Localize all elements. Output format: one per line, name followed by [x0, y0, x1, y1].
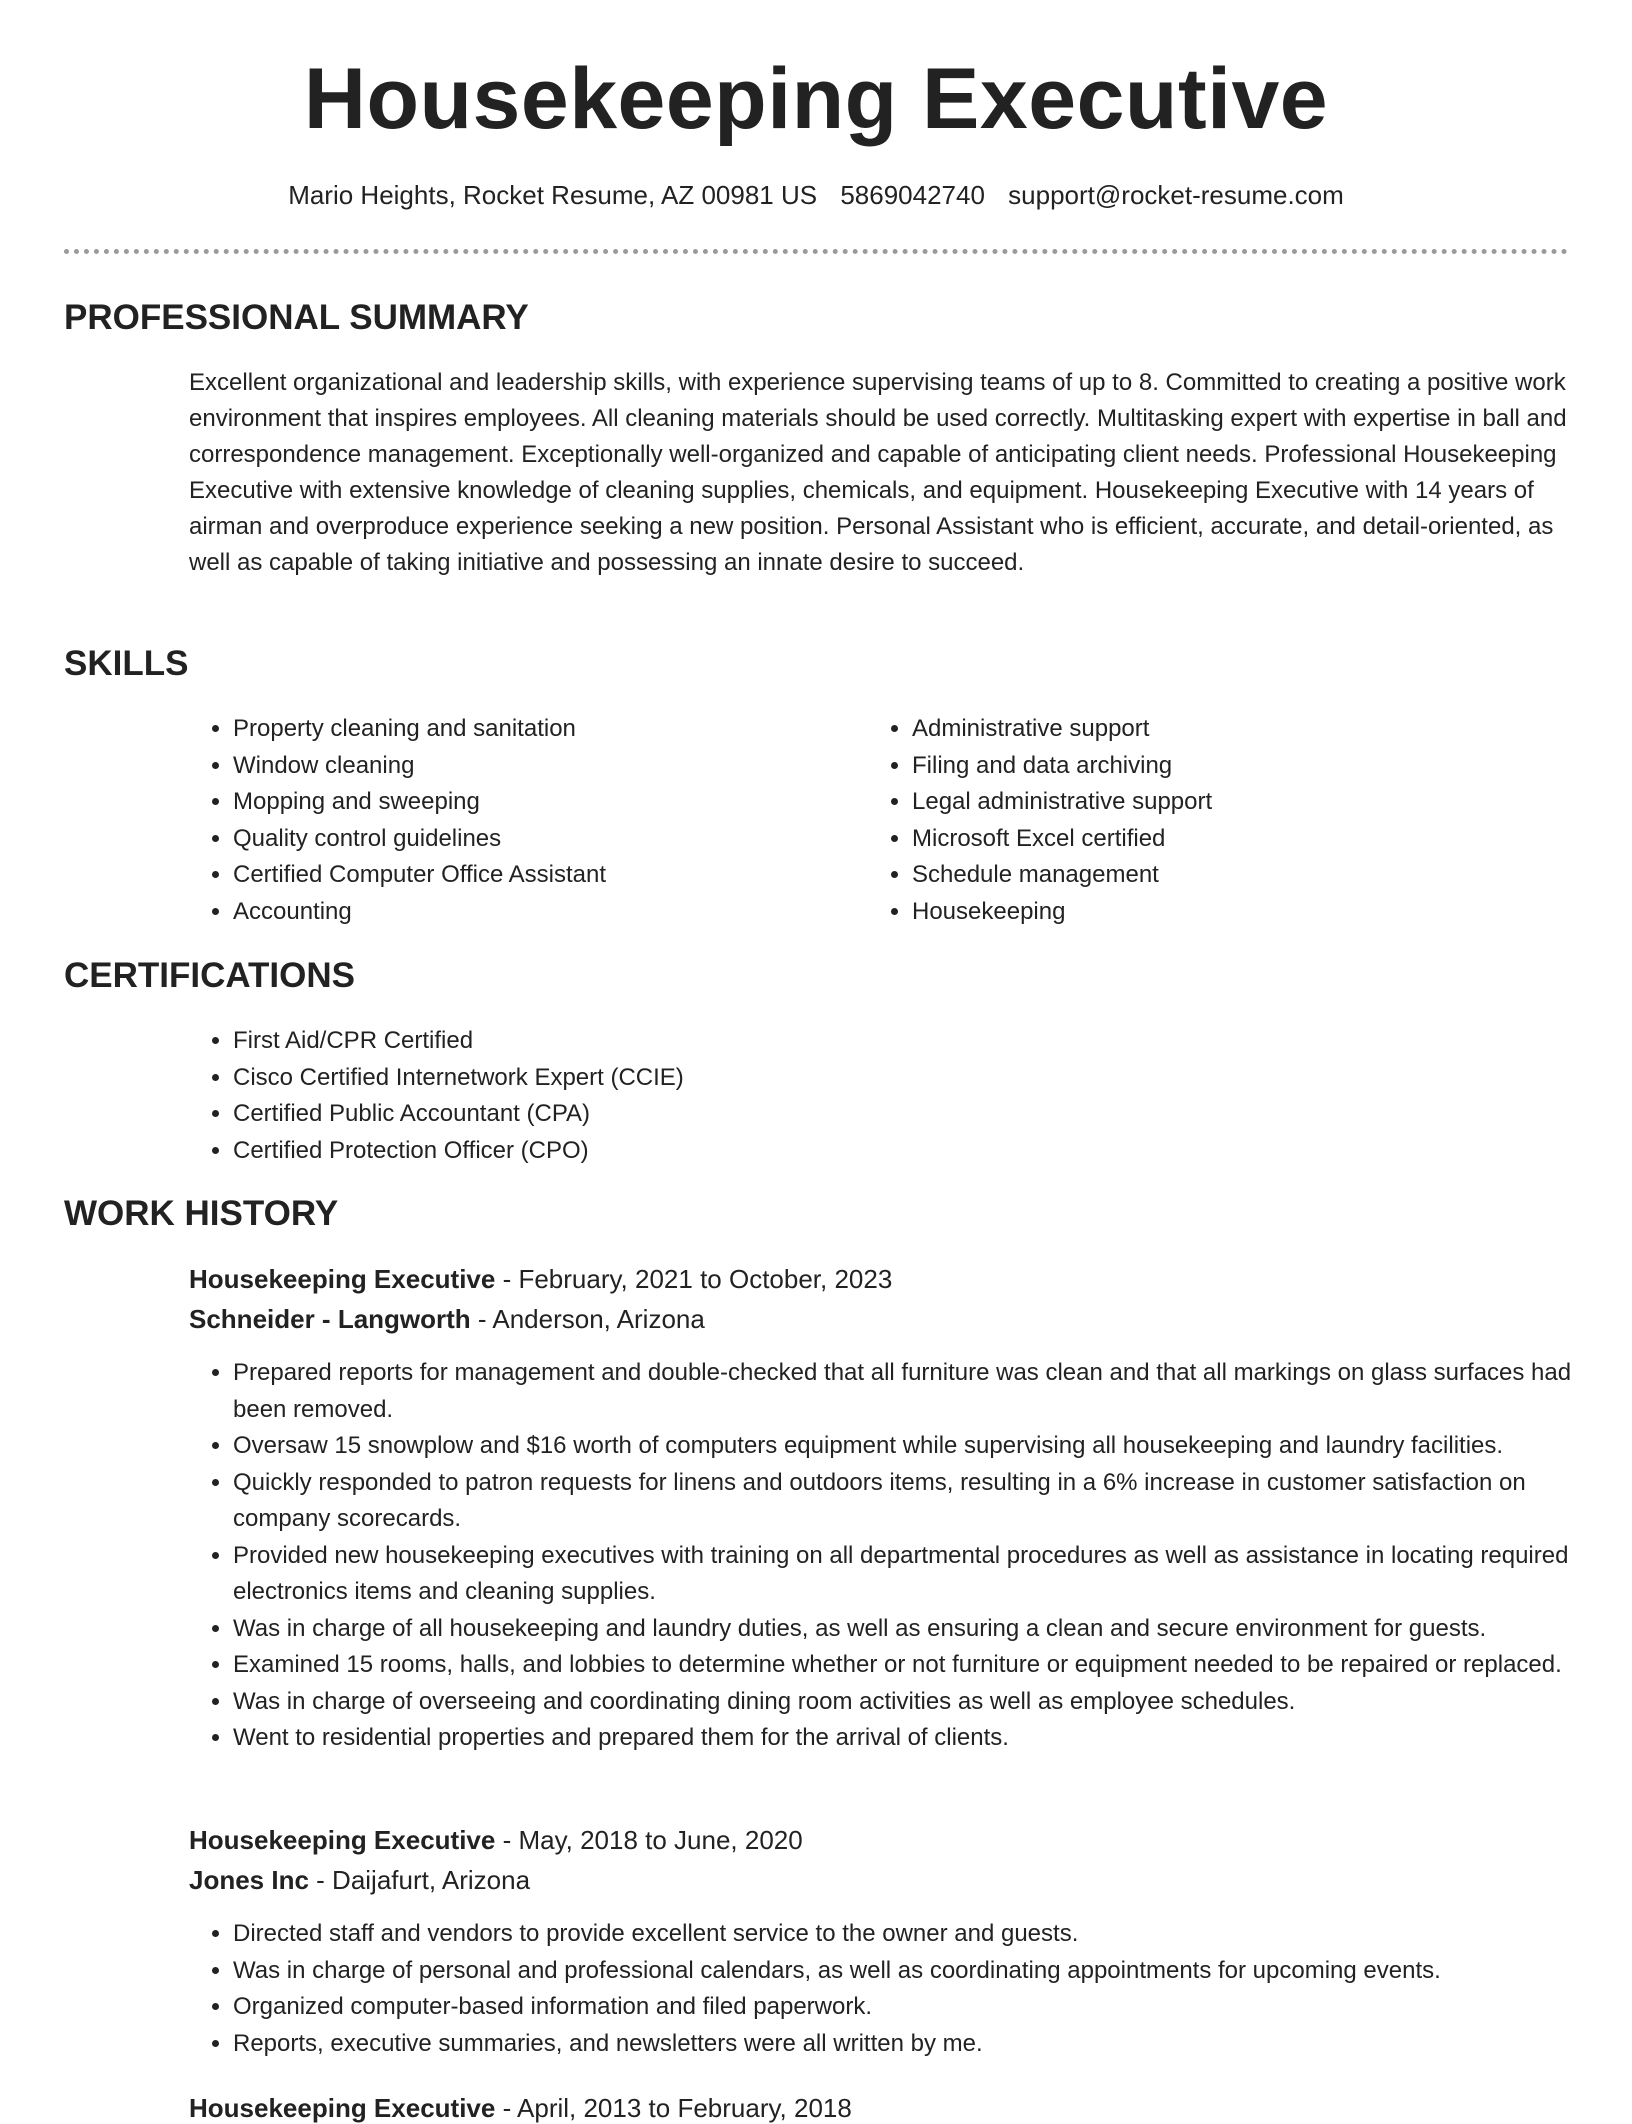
skill-item: • Administrative support [912, 711, 1592, 748]
job-duty: • Was in charge of all housekeeping and laundry duties, as well as ensuring a clean and secure environment for guests. [233, 1611, 1613, 1648]
skill-item: • Property cleaning and sanitation [233, 711, 863, 748]
job-duty: • Prepared reports for management and double-checked that all furniture was clean and that all markings on glass surfaces had been removed. [233, 1355, 1613, 1428]
job-duty: • Went to residential properties and prepared them for the arrival of clients. [233, 1720, 1613, 1757]
job-duty: • Reports, executive summaries, and newsletters were all written by me. [233, 2026, 1613, 2063]
skill-item: • Certified Computer Office Assistant [233, 857, 863, 894]
job-company: Schneider - Langworth [189, 1304, 471, 1334]
job-duty: • Was in charge of personal and professional calendars, as well as coordinating appointments for upcoming events. [233, 1953, 1613, 1990]
skills-list-right [868, 711, 1592, 930]
certification-item: • First Aid/CPR Certified [233, 1023, 1533, 1060]
job-dates: - February, 2021 to October, 2023 [495, 1264, 893, 1294]
summary-text: Excellent organizational and leadership skills, with experience supervising teams of up to 8. Committed to creating a positive work environment that inspires employees. All cleaning materials should be used correctly. Multitasking expert with expertise in ball and correspondence management. Exceptionally well-organized and capable of anticipating client needs. Professional Housekeeping Executive with extensive knowledge of cleaning supplies, chemicals, and equipment. Housekeeping Executive with 14 years of airman and overproduce experience seeking a new position. Personal Assistant who is efficient, accurate, and detail-oriented, as well as capable of taking initiative and possessing an innate desire to succeed. [189, 369, 1567, 576]
job-duty: • Directed staff and vendors to provide excellent service to the owner and guests. [233, 1916, 1613, 1953]
contact-line [0, 180, 1632, 211]
job-duty: • Oversaw 15 snowplow and $16 worth of computers equipment while supervising all housekeeping and laundry facilities. [233, 1428, 1613, 1465]
contact-phone: 5869042740 [840, 180, 985, 210]
skill-item: • Mopping and sweeping [233, 784, 863, 821]
job-duty: • Was in charge of overseeing and coordinating dining room activities as well as employee schedules. [233, 1684, 1613, 1721]
job-duty: • Provided new housekeeping executives with training on all departmental procedures as well as assistance in locating required electronics items and cleaning supplies. [233, 1538, 1613, 1611]
contact-email: support@rocket-resume.com [1008, 180, 1344, 210]
job-duty: • Quickly responded to patron requests for linens and outdoors items, resulting in a 6% increase in customer satisfaction on company scorecards. [233, 1465, 1613, 1538]
job-role: Housekeeping Executive [189, 1825, 496, 1855]
job-title-line [189, 2093, 852, 2124]
job-title-line [189, 1264, 892, 1295]
skill-item: • Microsoft Excel certified [912, 821, 1592, 858]
summary-heading: PROFESSIONAL SUMMARY [64, 298, 529, 337]
job-title-line [189, 1825, 803, 1856]
resume-name: Housekeeping Executive [303, 51, 1329, 147]
skill-item: • Legal administrative support [912, 784, 1592, 821]
job-duty: • Examined 15 rooms, halls, and lobbies to determine whether or not furniture or equipment needed to be repaired or replaced. [233, 1647, 1613, 1684]
job-dates: - April, 2013 to February, 2018 [495, 2093, 852, 2123]
skill-item: • Filing and data archiving [912, 748, 1592, 785]
skills-heading: SKILLS [64, 644, 189, 683]
job-location: - Anderson, Arizona [470, 1304, 705, 1334]
job-company-line [189, 1304, 705, 1335]
job-company: Jones Inc [189, 1865, 309, 1895]
job-location: - Daijafurt, Arizona [308, 1865, 531, 1895]
header-divider [64, 249, 1568, 254]
skill-item: • Housekeeping [912, 894, 1592, 931]
job-company-line [189, 1865, 530, 1896]
work-history-heading: WORK HISTORY [64, 1194, 339, 1233]
skills-list-left [189, 711, 863, 930]
certification-item: • Certified Protection Officer (CPO) [233, 1133, 1533, 1170]
skill-item: • Accounting [233, 894, 863, 931]
job-role: Housekeeping Executive [189, 1264, 496, 1294]
certification-item: • Certified Public Accountant (CPA) [233, 1096, 1533, 1133]
job-duty: • Organized computer-based information and filed paperwork. [233, 1989, 1613, 2026]
contact-address: Mario Heights, Rocket Resume, AZ 00981 US [288, 180, 818, 210]
skill-item: • Window cleaning [233, 748, 863, 785]
job-role: Housekeeping Executive [189, 2093, 496, 2123]
certification-item: • Cisco Certified Internetwork Expert (CCIE) [233, 1060, 1533, 1097]
certifications-heading: CERTIFICATIONS [64, 956, 356, 995]
skill-item: • Quality control guidelines [233, 821, 863, 858]
job-duties-list [189, 1355, 1613, 1757]
job-duties-list [189, 1916, 1613, 2062]
job-dates: - May, 2018 to June, 2020 [495, 1825, 803, 1855]
certifications-list [189, 1023, 1533, 1169]
skill-item: • Schedule management [912, 857, 1592, 894]
